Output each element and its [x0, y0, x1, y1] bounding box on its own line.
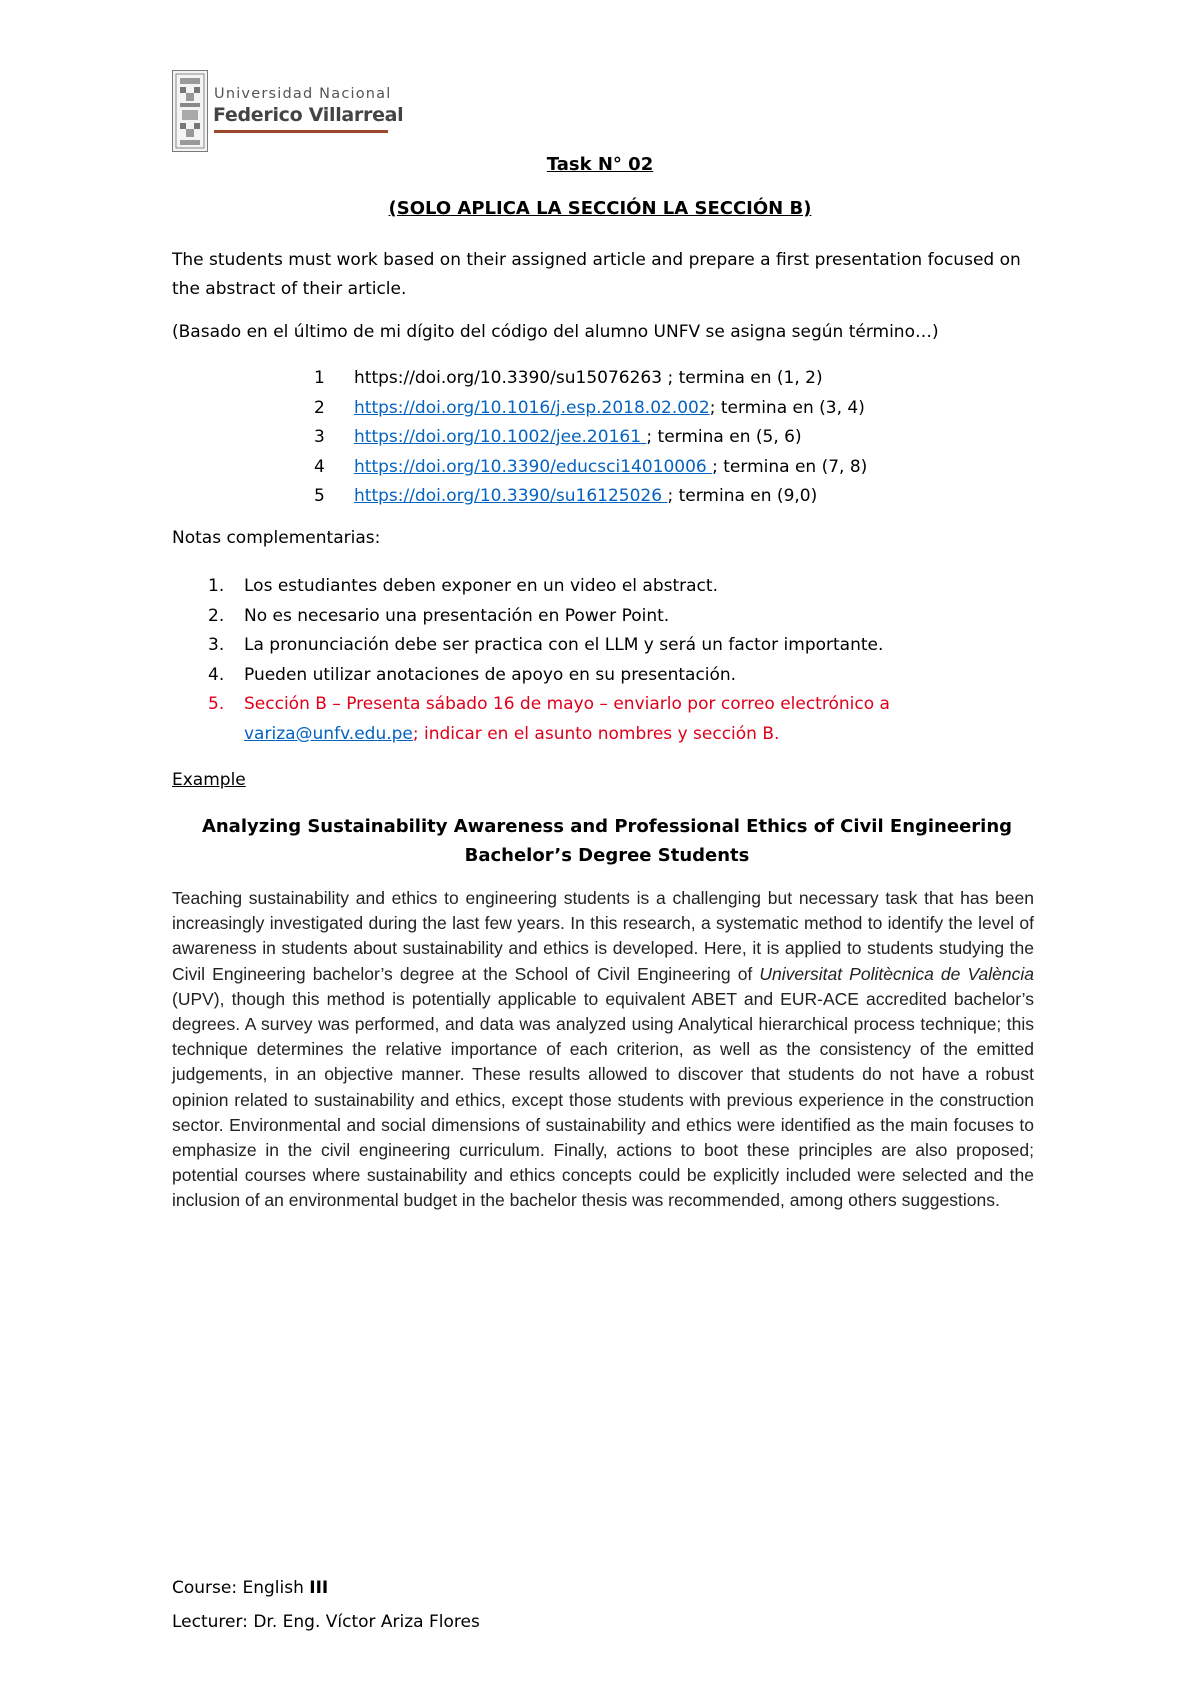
- logo-line2: Federico Villarreal: [213, 104, 404, 126]
- reference-doi: https://doi.org/10.3390/su15076263: [354, 368, 663, 388]
- reference-number: 2: [314, 397, 325, 418]
- notes-heading: Notas complementarias:: [172, 528, 381, 548]
- abstract-text: [172, 886, 1034, 1214]
- reference-range: ; termina en (5, 6): [646, 427, 802, 447]
- course-label: Course: English: [172, 1578, 310, 1598]
- reference-link[interactable]: https://doi.org/10.3390/educsci14010006: [354, 456, 713, 477]
- university-logo: [172, 68, 404, 152]
- footer-lecturer: Lecturer: Dr. Eng. Víctor Ariza Flores: [172, 1612, 480, 1632]
- note-number: 5.: [208, 694, 225, 714]
- note-text: Sección B – Presenta sábado 16 de mayo – enviarlo por correo electrónico a: [244, 694, 890, 714]
- note-item-deadline: [208, 690, 1008, 749]
- abstract-part2: (UPV), though this method is potentially applicable to equivalent ABET and EUR-ACE accredited bachelor’s degrees. A survey was performed, and data was analyzed using Analytical hierarchical process technique; this technique determines the relative importance of each criterion, as well as the consistency of the emitted judgements, in an objective manner. These results allowed to discover that students do not have a robust opinion related to sustainability and ethics, except those students with previous experience in the construction sector. Environmental and social dimensions of sustainability and ethics were identified as the main focuses to emphasize in the civil engineering curriculum. Finally, actions to boot these principles are also proposed; potential courses where sustainability and ethics concepts could be explicitly included were selected and the inclusion of an environmental budget in the bachelor thesis was recommended, among others suggestions.: [172, 988, 1034, 1211]
- task-title: Task N° 02: [546, 154, 654, 175]
- reference-list: [314, 364, 867, 512]
- example-label: Example: [172, 770, 246, 790]
- note-item: [208, 661, 1008, 691]
- intro-paragraph: The students must work based on their assigned article and prepare a first presentation focused on the abstract of their article.: [172, 250, 1021, 299]
- note-number: 2.: [208, 605, 225, 626]
- reference-item: [314, 453, 867, 483]
- note-item: [208, 572, 1008, 602]
- reference-range: ; termina en (9,0): [667, 486, 818, 506]
- note-text: La pronunciación debe ser practica con el LLM y será un factor importante.: [244, 635, 884, 655]
- note-text: No es necesario una presentación en Power Point.: [244, 605, 670, 626]
- reference-link[interactable]: https://doi.org/10.1016/j.esp.2018.02.002: [354, 397, 710, 418]
- task-subtitle: (SOLO APLICA LA SECCIÓN LA SECCIÓN B): [388, 198, 812, 219]
- reference-range: ; termina en (3, 4): [709, 397, 865, 418]
- reference-range: ; termina en (1, 2): [662, 368, 823, 388]
- abstract-institution: Universitat Politècnica de València: [759, 963, 1034, 984]
- note-number: 4.: [208, 664, 225, 685]
- reference-number: 1: [314, 368, 325, 388]
- note-text: Pueden utilizar anotaciones de apoyo en su presentación.: [244, 664, 737, 685]
- university-seal-icon: [172, 70, 208, 152]
- reference-number: 4: [314, 456, 325, 477]
- note-item: [208, 631, 1008, 661]
- reference-number: 3: [314, 427, 325, 447]
- logo-rule: [214, 130, 388, 133]
- reference-link[interactable]: https://doi.org/10.3390/su16125026: [354, 486, 668, 506]
- abstract-part1: Teaching sustainability and ethics to engineering students is a challenging but necessary task that has been increasingly investigated during the last few years. In this research, a systematic method to identify the level of awareness in students about sustainability and ethics is developed. Here, it is applied to students studying the Civil Engineering bachelor’s degree at the School of Civil Engineering of: [172, 888, 1034, 984]
- footer-course: [172, 1578, 328, 1598]
- reference-item: [314, 364, 867, 394]
- note-number: 3.: [208, 635, 225, 655]
- note-text: Los estudiantes deben exponer en un video el abstract.: [244, 576, 718, 596]
- reference-item: [314, 394, 867, 424]
- reference-number: 5: [314, 486, 325, 506]
- course-value: III: [309, 1578, 329, 1598]
- note-item: [208, 602, 1008, 632]
- reference-item: [314, 482, 867, 512]
- note-text-tail: ; indicar en el asunto nombres y sección B.: [412, 723, 780, 744]
- assignment-note: (Basado en el último de mi dígito del código del alumno UNFV se asigna según término…): [172, 322, 939, 342]
- logo-line1: Universidad Nacional: [214, 86, 392, 102]
- email-link[interactable]: variza@unfv.edu.pe: [244, 723, 413, 744]
- article-title: Analyzing Sustainability Awareness and Professional Ethics of Civil Engineering Bachelor’s Degree Students: [201, 816, 1013, 866]
- reference-link[interactable]: https://doi.org/10.1002/jee.20161: [354, 427, 647, 447]
- note-number: 1.: [208, 576, 225, 596]
- notes-list: [208, 572, 1008, 749]
- reference-range: ; termina en (7, 8): [712, 456, 868, 477]
- reference-item: [314, 423, 867, 453]
